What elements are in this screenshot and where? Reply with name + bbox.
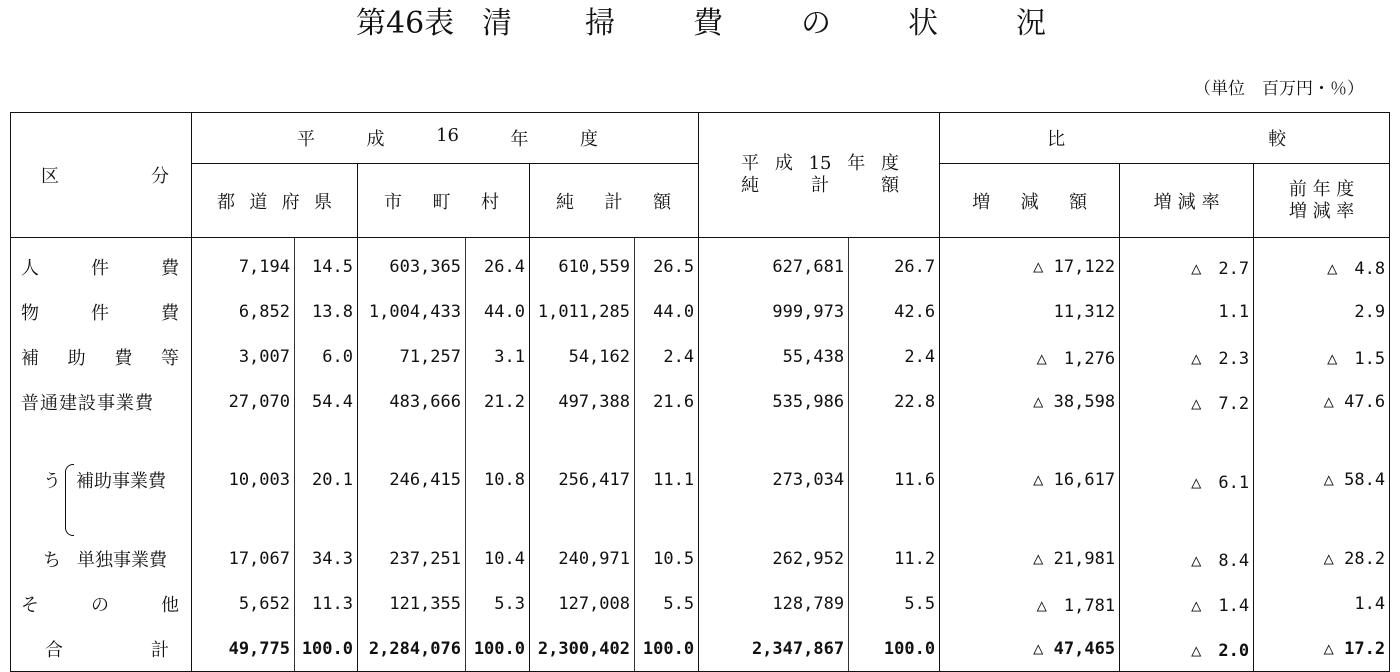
table-cell: 273,034 — [699, 424, 849, 536]
table-cell: 21.6 — [635, 379, 699, 424]
table-cell: 10,003 — [192, 424, 295, 536]
muni-header: 市 町 村 — [358, 164, 530, 238]
table-cell: 11.3 — [295, 581, 358, 626]
table-cell: 44.0 — [466, 289, 530, 334]
table-cell: 11.6 — [849, 424, 940, 536]
title-char: 状 — [908, 6, 938, 41]
rate-header: 増 減 率 — [1120, 164, 1254, 238]
table-cell: 71,257 — [358, 334, 466, 379]
table-cell: 240,971 — [530, 536, 635, 581]
table-cell: △ 47,465 — [940, 626, 1120, 672]
table-cell: 44.0 — [635, 289, 699, 334]
table-cell: 21.2 — [466, 379, 530, 424]
row-label: う 補助事業費 — [11, 424, 192, 536]
table-row — [11, 536, 1390, 581]
table-cell: 27,070 — [192, 379, 295, 424]
table-cell: △ 38,598 — [940, 379, 1120, 424]
table-cell: 26.7 — [849, 238, 940, 290]
row-label: 普通建設事業費 — [11, 379, 192, 424]
table-cell: 121,355 — [358, 581, 466, 626]
table-cell: 1,011,285 — [530, 289, 635, 334]
table-cell: △ 16,617 — [940, 424, 1120, 536]
table-cell: 10.5 — [635, 536, 699, 581]
table-cell: 11,312 — [940, 289, 1120, 334]
table-cell: △ 8.4 — [1120, 536, 1254, 581]
diff-header: 増 減 額 — [940, 164, 1120, 238]
table-cell: △ 4.8 — [1254, 238, 1390, 290]
table-cell: △ 2.3 — [1120, 334, 1254, 379]
table-cell: △ 1.4 — [1120, 581, 1254, 626]
kubun-header: 区 分 — [11, 113, 192, 238]
table-cell: 1.4 — [1254, 581, 1390, 626]
row-label: ち 単独事業費 — [11, 536, 192, 581]
title-char: 況 — [1016, 6, 1046, 41]
table-cell: △ 1,781 — [940, 581, 1120, 626]
table-cell: 100.0 — [466, 626, 530, 672]
table-cell: △ 58.4 — [1254, 424, 1390, 536]
comp-header: 比 較 — [940, 113, 1390, 164]
table-cell: 262,952 — [699, 536, 849, 581]
table-cell: 2,347,867 — [699, 626, 849, 672]
table-cell: 11.2 — [849, 536, 940, 581]
table-cell: △ 28.2 — [1254, 536, 1390, 581]
row-label: 物 件 費 — [11, 289, 192, 334]
table-cell: 49,775 — [192, 626, 295, 672]
row-label: そ の 他 — [11, 581, 192, 626]
table-cell: 5.3 — [466, 581, 530, 626]
table-row — [11, 238, 1390, 290]
table-cell: 2,284,076 — [358, 626, 466, 672]
table-cell: 1.1 — [1120, 289, 1254, 334]
table-cell: 100.0 — [635, 626, 699, 672]
table-row — [11, 581, 1390, 626]
table-row — [11, 334, 1390, 379]
table-cell: 34.3 — [295, 536, 358, 581]
table-cell: 26.5 — [635, 238, 699, 290]
h16-header: 平 成 16 年 度 — [192, 113, 699, 164]
table-cell: 497,388 — [530, 379, 635, 424]
table-cell: 535,986 — [699, 379, 849, 424]
table-cell: 26.4 — [466, 238, 530, 290]
h15-header: 平 成 15 年 度 純 計 額 — [699, 113, 940, 238]
table-row — [11, 626, 1390, 672]
table-cell: △ 21,981 — [940, 536, 1120, 581]
title-char: 費 — [693, 6, 723, 41]
net-header: 純 計 額 — [530, 164, 699, 238]
table-cell: △ 6.1 — [1120, 424, 1254, 536]
table-cell: 610,559 — [530, 238, 635, 290]
table-cell: 54,162 — [530, 334, 635, 379]
brace-mark — [65, 464, 74, 536]
table-cell: 6,852 — [192, 289, 295, 334]
table-cell: 20.1 — [295, 424, 358, 536]
table-cell: 14.5 — [295, 238, 358, 290]
table-cell: △ 1,276 — [940, 334, 1120, 379]
table-cell: 237,251 — [358, 536, 466, 581]
table-cell: 256,417 — [530, 424, 635, 536]
table-cell: △ 17,122 — [940, 238, 1120, 290]
table-cell: 55,438 — [699, 334, 849, 379]
table-cell: 17,067 — [192, 536, 295, 581]
group-label: ち — [43, 549, 61, 571]
table-cell: 42.6 — [849, 289, 940, 334]
table-cell: 246,415 — [358, 424, 466, 536]
group-label: う — [43, 471, 61, 492]
table-cell: 2.4 — [635, 334, 699, 379]
table-cell: 22.8 — [849, 379, 940, 424]
table-row — [11, 379, 1390, 424]
pref-header: 都 道 府 県 — [192, 164, 358, 238]
table-cell: 603,365 — [358, 238, 466, 290]
row-label: 人 件 費 — [11, 238, 192, 290]
table-cell: 6.0 — [295, 334, 358, 379]
table-cell: 128,789 — [699, 581, 849, 626]
table-cell: 2.4 — [849, 334, 940, 379]
table-cell: 7,194 — [192, 238, 295, 290]
table-cell: 100.0 — [849, 626, 940, 672]
table-cell: 2.9 — [1254, 289, 1390, 334]
table-cell: 3.1 — [466, 334, 530, 379]
table-cell: 2,300,402 — [530, 626, 635, 672]
table-cell: 10.8 — [466, 424, 530, 536]
table-row — [11, 424, 1390, 536]
table-cell: △ 2.0 — [1120, 626, 1254, 672]
table-cell: 10.4 — [466, 536, 530, 581]
table-cell: 127,008 — [530, 581, 635, 626]
row-label: 補 助 費 等 — [11, 334, 192, 379]
title-char: 掃 — [585, 6, 615, 41]
table-cell: △ 1.5 — [1254, 334, 1390, 379]
title-char: の — [801, 6, 831, 41]
table-cell: 3,007 — [192, 334, 295, 379]
table-cell: 483,666 — [358, 379, 466, 424]
table-cell: 5,652 — [192, 581, 295, 626]
title-prefix: 第46表 — [356, 6, 455, 41]
row-label: 合 計 — [11, 626, 192, 672]
table-cell: 5.5 — [849, 581, 940, 626]
table-cell: △ 7.2 — [1120, 379, 1254, 424]
table-cell: △ 17.2 — [1254, 626, 1390, 672]
prev-rate-header: 前 年 度 増 減 率 — [1254, 164, 1390, 238]
table-cell: 627,681 — [699, 238, 849, 290]
table-cell: 54.4 — [295, 379, 358, 424]
table-cell: 13.8 — [295, 289, 358, 334]
cleaning-cost-table — [10, 112, 1390, 672]
table-cell: 1,004,433 — [358, 289, 466, 334]
table-cell: △ 2.7 — [1120, 238, 1254, 290]
table-cell: △ 47.6 — [1254, 379, 1390, 424]
table-title — [0, 2, 1400, 46]
unit-label: （単位 百万円・％） — [1194, 79, 1364, 99]
table-cell: 11.1 — [635, 424, 699, 536]
title-char: 清 — [482, 6, 512, 41]
table-cell: 999,973 — [699, 289, 849, 334]
table-row — [11, 289, 1390, 334]
table-cell: 100.0 — [295, 626, 358, 672]
table-cell: 5.5 — [635, 581, 699, 626]
